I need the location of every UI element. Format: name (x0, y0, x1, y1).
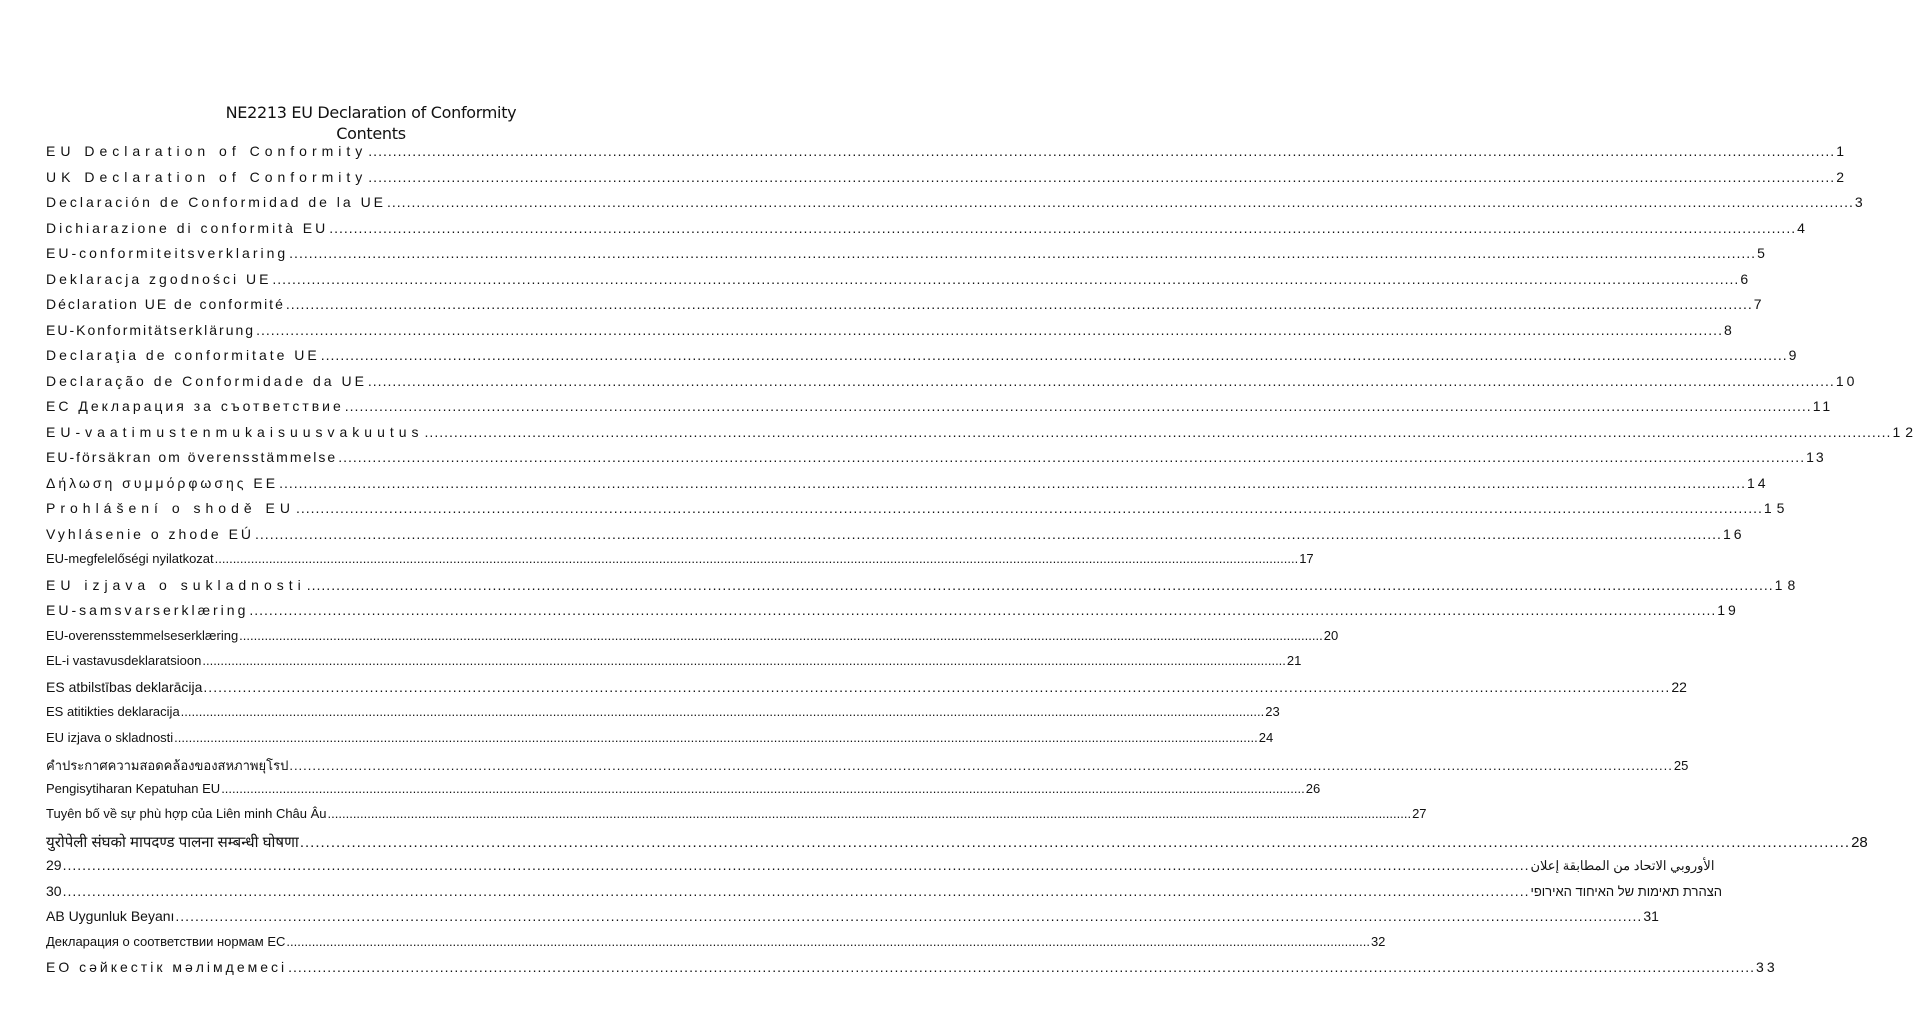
toc-entry-page: 12 (1892, 423, 1918, 440)
toc-entry-label: Declaración de Conformidad de la UE (46, 194, 387, 210)
toc-entry[interactable] (46, 959, 1778, 985)
leader-dots: ............................................................................................................................................................................................................................................................................................................ (295, 500, 1763, 516)
toc-entry-page: 17 (1299, 551, 1314, 566)
toc-entry-label: EU izjava o skladnosti (46, 729, 174, 745)
leader-dots: ............................................................................................................................................................................................................................................................................................................ (221, 780, 1305, 796)
toc-entry[interactable] (46, 194, 1866, 220)
leader-dots: ............................................................................................................................................................................................................................................................................................................ (272, 270, 1740, 287)
toc-entry[interactable] (46, 576, 1801, 603)
toc-entry[interactable] (46, 551, 1314, 577)
toc-entry-page: 2 (1836, 168, 1849, 185)
toc-entry-label: Declaraţia de conformitate UE (46, 347, 320, 363)
toc-entry[interactable] (46, 882, 1723, 909)
toc-entry-label: EU-samsvarserklæring (46, 602, 249, 618)
toc-entry-label: Deklaracja zgodności UE (46, 270, 272, 287)
toc-entry-label: UK Declaration of Conformity (46, 168, 368, 185)
toc-entry-page: 14 (1747, 474, 1769, 491)
leader-dots: ............................................................................................................................................................................................................................................................................................................ (329, 219, 1797, 236)
leader-dots: ............................................................................................................................................................................................................................................................................................................ (327, 806, 1412, 821)
toc-entry-page: 29 (46, 857, 62, 873)
toc-entry-label: EU Declaration of Conformity (46, 143, 368, 159)
toc-entry-page: 32 (1370, 933, 1386, 949)
leader-dots: ............................................................................................................................................................................................................................................................................................................ (387, 194, 1854, 210)
toc-entry-label: AB Uygunluk Beyanı (46, 908, 175, 924)
toc-entry-label: EU-försäkran om överensstämmelse (46, 449, 338, 465)
toc-entry[interactable] (46, 347, 1800, 373)
toc-entry[interactable] (46, 755, 1689, 781)
toc-entry-label: คำประกาศความสอดคล้องของสหภาพยุโรป (46, 758, 289, 773)
leader-dots: ............................................................................................................................................................................................................................................................................................................ (367, 372, 1835, 389)
leader-dots: ............................................................................................................................................................................................................................................................................................................ (279, 474, 1747, 491)
leader-dots: ............................................................................................................................................................................................................................................................................................................ (289, 245, 1757, 261)
toc-entry-page: 19 (1717, 602, 1739, 618)
toc-entry-page: 28 (1851, 833, 1868, 851)
toc-entry-page: 1 (1836, 143, 1849, 159)
toc-entry[interactable] (46, 245, 1768, 271)
leader-dots: ............................................................................................................................................................................................................................................................................................................ (320, 347, 1788, 363)
leader-dots: ............................................................................................................................................................................................................................................................................................................ (62, 857, 1530, 873)
leader-dots: ............................................................................................................................................................................................................................................................................................................ (288, 959, 1756, 975)
leader-dots: ............................................................................................................................................................................................................................................................................................................ (239, 627, 1323, 643)
toc-entry[interactable] (46, 321, 1734, 348)
leader-dots: ............................................................................................................................................................................................................................................................................................................ (344, 398, 1812, 414)
toc-entry-page: 33 (1756, 959, 1778, 975)
leader-dots: ............................................................................................................................................................................................................................................................................................................ (368, 143, 1836, 159)
leader-dots: ............................................................................................................................................................................................................................................................................................................ (338, 449, 1806, 465)
toc-entry[interactable] (46, 398, 1834, 424)
leader-dots: ............................................................................................................................................................................................................................................................................................................ (306, 576, 1774, 593)
toc-entry-label: EU-conformiteitsverklaring (46, 245, 289, 261)
toc-entry[interactable] (46, 525, 1745, 552)
toc-entry-label: Déclaration UE de conformité (46, 296, 285, 312)
toc-entry-page: 24 (1258, 729, 1274, 745)
table-of-contents (46, 143, 1918, 985)
leader-dots: ............................................................................................................................................................................................................................................................................................................ (203, 678, 1671, 695)
toc-entry-page: 13 (1806, 449, 1826, 465)
toc-entry[interactable] (46, 729, 1274, 756)
toc-entry-page: 18 (1774, 576, 1801, 593)
toc-entry-page: 30 (46, 882, 62, 899)
toc-entry[interactable] (46, 780, 1321, 807)
toc-entry-label: Декларация о соответствии нормам ЕС (46, 933, 286, 949)
toc-entry[interactable] (46, 500, 1790, 526)
toc-entry[interactable] (46, 678, 1687, 705)
leader-dots: ............................................................................................................................................................................................................................................................................................................ (289, 758, 1673, 773)
toc-entry[interactable] (46, 653, 1302, 679)
leader-dots: ............................................................................................................................................................................................................................................................................................................ (368, 168, 1836, 185)
toc-entry-label: ES atitikties deklaracija (46, 704, 180, 719)
leader-dots: ............................................................................................................................................................................................................................................................................................................ (286, 933, 1370, 949)
toc-entry[interactable] (46, 296, 1764, 322)
toc-entry-page: 9 (1788, 347, 1800, 363)
toc-entry-label: הצהרת תאימות של האיחוד האירופי (1530, 883, 1723, 899)
toc-entry-label: EL-i vastavusdeklaratsioon (46, 653, 202, 668)
toc-entry[interactable] (46, 449, 1826, 475)
toc-entry-label: ES atbilstības deklarācija (46, 678, 203, 695)
toc-entry-page: 31 (1643, 908, 1659, 924)
leader-dots: ............................................................................................................................................................................................................................................................................................................ (180, 704, 1265, 719)
toc-entry[interactable] (46, 270, 1752, 297)
toc-entry-page: 7 (1753, 296, 1764, 312)
toc-entry-label: Dichiarazione di conformità EU (46, 219, 329, 236)
toc-entry[interactable] (46, 933, 1386, 960)
toc-entry[interactable] (46, 168, 1849, 195)
toc-entry-page: 15 (1763, 500, 1790, 516)
toc-entry-label: Declaração de Conformidade da UE (46, 372, 367, 389)
contents-heading: Contents (336, 124, 406, 143)
toc-entry-page: 10 (1835, 372, 1858, 389)
toc-entry-page: 8 (1723, 321, 1734, 338)
toc-entry[interactable] (46, 832, 1868, 858)
toc-entry-label: EU-megfelelőségi nyilatkozat (46, 551, 214, 566)
toc-entry-page: 4 (1797, 219, 1808, 236)
toc-entry-page: 22 (1671, 678, 1687, 695)
toc-entry[interactable] (46, 806, 1427, 832)
leader-dots: ............................................................................................................................................................................................................................................................................................................ (214, 551, 1299, 566)
leader-dots: ............................................................................................................................................................................................................................................................................................................ (299, 833, 1851, 851)
toc-entry-page: 21 (1286, 653, 1302, 668)
toc-entry-label: EU-Konformitätserklärung (46, 321, 256, 338)
toc-entry[interactable] (46, 423, 1918, 450)
toc-entry[interactable] (46, 908, 1659, 934)
leader-dots: ............................................................................................................................................................................................................................................................................................................ (175, 908, 1643, 924)
toc-entry[interactable] (46, 602, 1739, 628)
toc-entry-page: 20 (1323, 627, 1339, 643)
leader-dots: ............................................................................................................................................................................................................................................................................................................ (249, 602, 1717, 618)
toc-entry-label: EU-vaatimustenmukaisuusvakuutus (46, 423, 424, 440)
toc-entry-label: Vyhlásenie o zhode EÚ (46, 525, 255, 542)
toc-entry-label: Tuyên bố về sự phù hợp của Liên minh Châu Âu (46, 806, 327, 821)
toc-entry-page: 25 (1673, 758, 1689, 773)
toc-entry-page: 26 (1305, 780, 1321, 796)
toc-entry-label: Δήλωση συμμόρφωσης ΕΕ (46, 474, 279, 491)
leader-dots: ............................................................................................................................................................................................................................................................................................................ (424, 423, 1892, 440)
toc-entry-label: Prohlášení o shodě EU (46, 500, 295, 516)
leader-dots: ............................................................................................................................................................................................................................................................................................................ (202, 653, 1286, 668)
toc-entry-label: EU-overensstemmelseserklæring (46, 627, 239, 643)
leader-dots: ............................................................................................................................................................................................................................................................................................................ (285, 296, 1753, 312)
document-title: NE2213 EU Declaration of Conformity (225, 103, 517, 122)
toc-entry-page: 6 (1740, 270, 1752, 287)
toc-entry[interactable] (46, 704, 1280, 730)
leader-dots: ............................................................................................................................................................................................................................................................................................................ (174, 729, 1258, 745)
toc-entry-label: युरोपेली संघको मापदण्ड पालना सम्बन्धी घोषणा (46, 833, 299, 851)
toc-entry-page: 11 (1812, 398, 1834, 414)
toc-entry-label: ЕС Декларация за съответствие (46, 398, 344, 414)
toc-entry[interactable] (46, 372, 1858, 399)
toc-entry-page: 27 (1412, 806, 1427, 821)
toc-entry[interactable] (46, 474, 1769, 501)
toc-entry-page: 16 (1722, 525, 1745, 542)
toc-entry[interactable] (46, 627, 1339, 654)
leader-dots: ............................................................................................................................................................................................................................................................................................................ (256, 321, 1723, 338)
toc-entry-label: ЕО сәйкестік мәлімдемесі (46, 959, 288, 975)
toc-entry-label: Pengisytiharan Kepatuhan EU (46, 780, 221, 796)
leader-dots: ............................................................................................................................................................................................................................................................................................................ (62, 882, 1530, 899)
toc-entry-page: 5 (1757, 245, 1768, 261)
toc-entry[interactable] (46, 857, 1715, 883)
leader-dots: ............................................................................................................................................................................................................................................................................................................ (255, 525, 1722, 542)
toc-entry[interactable] (46, 143, 1849, 169)
toc-entry-label: EU izjava o sukladnosti (46, 576, 306, 593)
toc-entry-page: 23 (1265, 704, 1280, 719)
toc-entry-page: 3 (1854, 194, 1866, 210)
toc-entry-label: الأوروبي الاتحاد من المطابقة إعلان (1530, 858, 1715, 873)
toc-entry[interactable] (46, 219, 1808, 246)
